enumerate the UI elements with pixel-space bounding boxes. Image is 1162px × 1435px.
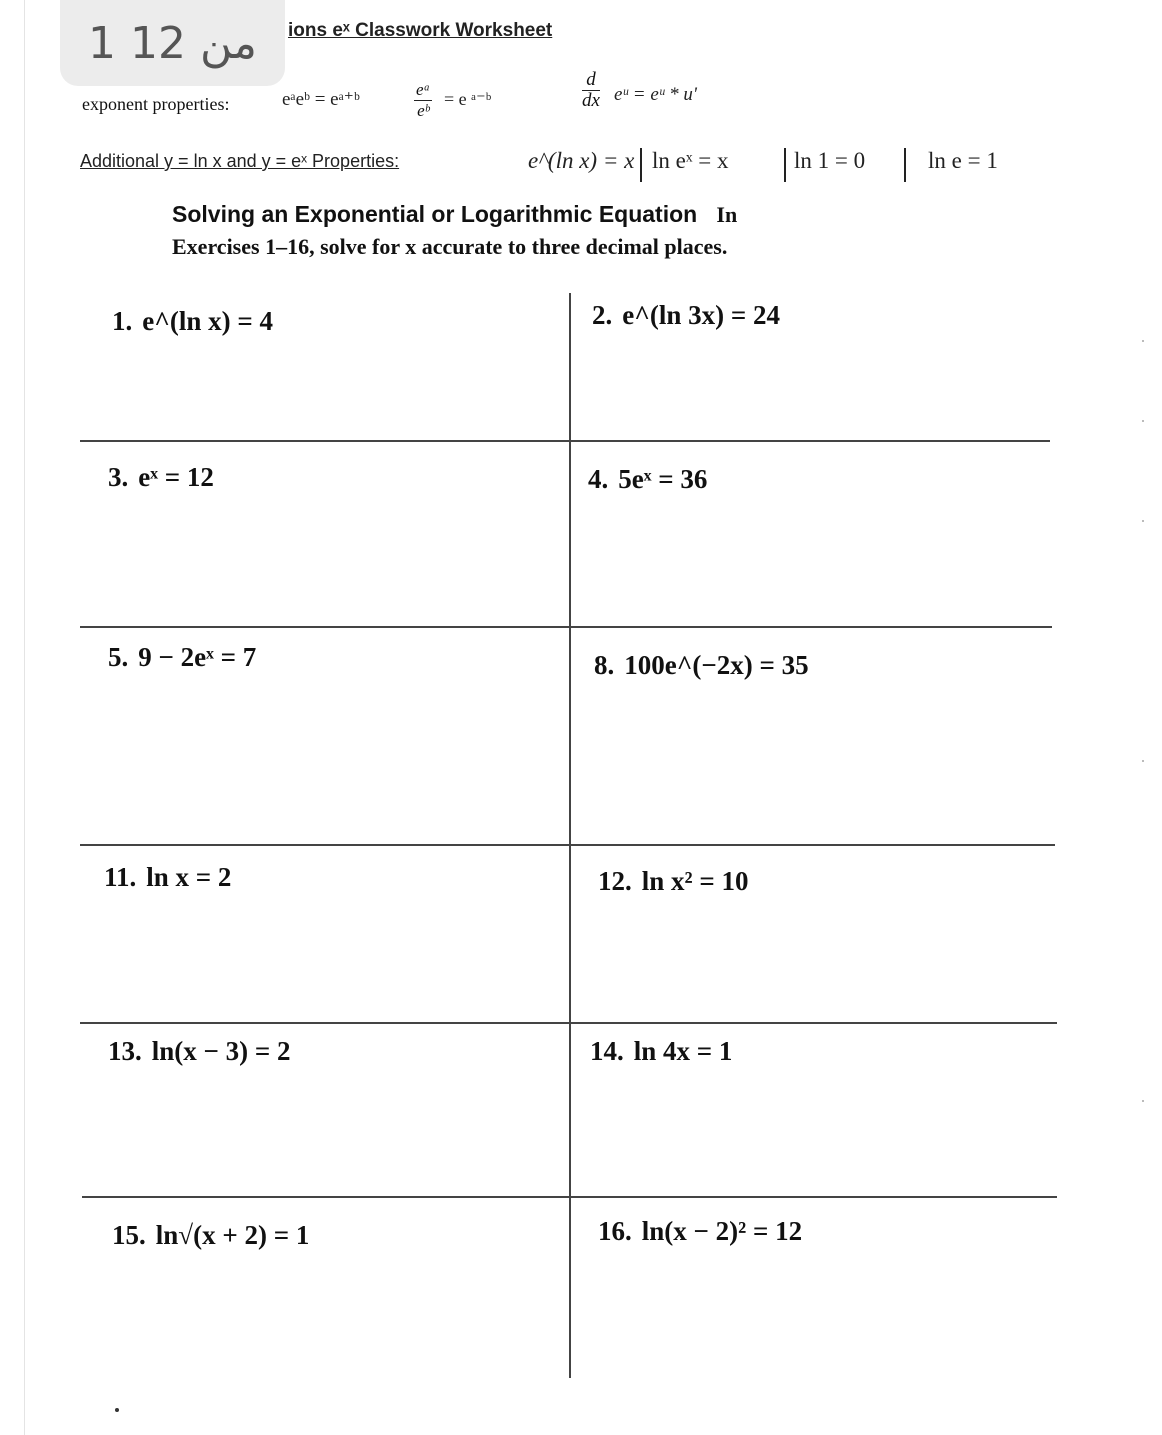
- row-divider: [82, 1196, 1057, 1198]
- scan-speck: [1142, 1100, 1144, 1102]
- property-item-2: ln eˣ = x: [652, 148, 729, 173]
- worksheet-title: ions eˣ Classwork Worksheet: [288, 20, 553, 41]
- quotient-result: = e ᵃ⁻ᵇ: [444, 89, 492, 109]
- exercise-number: 5.: [108, 642, 129, 672]
- product-rule: eᵃeᵇ = eᵃ⁺ᵇ: [282, 89, 360, 110]
- row-divider: [80, 440, 1050, 442]
- section-heading-suffix: In: [716, 202, 738, 227]
- exercise-equation: e^(ln x) = 4: [142, 306, 274, 336]
- exercise-number: 8.: [594, 650, 615, 680]
- exercise-number: 4.: [588, 464, 609, 494]
- exercise-14: [590, 1036, 732, 1067]
- exercise-number: 12.: [598, 866, 632, 896]
- exercise-2: [592, 300, 780, 331]
- scan-speck: [1142, 420, 1144, 422]
- section-heading: [172, 201, 737, 228]
- exercise-number: 1.: [112, 306, 133, 336]
- quotient-fraction: [414, 80, 432, 121]
- quotient-numerator: eᵃ: [416, 80, 431, 99]
- exercise-5: [108, 642, 256, 673]
- exponent-properties-label: exponent properties:: [82, 94, 230, 114]
- property-item-1: e^(ln x) = x: [528, 148, 635, 173]
- row-divider: [80, 844, 1055, 846]
- exercise-1: [112, 306, 273, 337]
- property-divider: [784, 148, 786, 182]
- exercise-equation: 9 − 2eˣ = 7: [138, 642, 257, 672]
- row-divider: [80, 626, 1052, 628]
- exercise-equation: eˣ = 12: [138, 462, 214, 492]
- exercise-equation: ln 4x = 1: [633, 1036, 733, 1066]
- exercise-15: [112, 1220, 309, 1251]
- exercise-11: [104, 862, 231, 893]
- exercise-equation: e^(ln 3x) = 24: [622, 300, 781, 330]
- exercise-equation: ln(x − 3) = 2: [151, 1036, 291, 1066]
- exercise-equation: ln x = 2: [146, 862, 232, 892]
- scan-speck: [1142, 340, 1144, 342]
- derivative-denominator: dx: [582, 90, 600, 111]
- derivative-result: eᵘ = eᵘ * u': [614, 84, 697, 105]
- page-indicator-text: 1 من 12: [87, 17, 258, 69]
- property-divider: [904, 148, 906, 182]
- row-divider: [80, 1022, 1057, 1024]
- property-item-3: ln 1 = 0: [794, 148, 866, 173]
- exercise-number: 16.: [598, 1216, 632, 1246]
- exercise-12: [598, 866, 749, 897]
- scan-speck: [1142, 760, 1144, 762]
- page-edge: [24, 0, 25, 1435]
- exercise-equation: ln x² = 10: [641, 866, 749, 896]
- exercise-number: 2.: [592, 300, 613, 330]
- scan-speck: [1142, 520, 1144, 522]
- exercise-equation: ln√(x + 2) = 1: [155, 1220, 310, 1250]
- property-item-4: ln e = 1: [928, 148, 998, 173]
- exercise-number: 13.: [108, 1036, 142, 1066]
- section-heading-text: Solving an Exponential or Logarithmic Equation: [172, 201, 698, 227]
- property-divider: [640, 148, 642, 182]
- column-divider: [569, 293, 571, 1378]
- exercise-8: [594, 650, 809, 681]
- page-indicator-badge: [60, 0, 285, 86]
- exercise-16: [598, 1216, 802, 1247]
- scan-speck: [115, 1408, 119, 1412]
- exercise-number: 14.: [590, 1036, 624, 1066]
- additional-properties-label: Additional y = ln x and y = eˣ Properties:: [80, 151, 400, 171]
- quotient-denominator: eᵇ: [417, 101, 430, 120]
- derivative-fraction: [582, 70, 600, 111]
- exercise-number: 15.: [112, 1220, 146, 1250]
- exercise-equation: 5eˣ = 36: [618, 464, 708, 494]
- exercise-4: [588, 464, 707, 495]
- exercise-number: 11.: [104, 862, 137, 892]
- exercise-equation: ln(x − 2)² = 12: [641, 1216, 803, 1246]
- exercise-equation: 100e^(−2x) = 35: [624, 650, 809, 680]
- exercise-3: [108, 462, 214, 493]
- exercise-13: [108, 1036, 291, 1067]
- derivative-numerator: d: [582, 70, 600, 91]
- instructions: Exercises 1–16, solve for x accurate to three decimal places.: [172, 234, 728, 259]
- exercise-number: 3.: [108, 462, 129, 492]
